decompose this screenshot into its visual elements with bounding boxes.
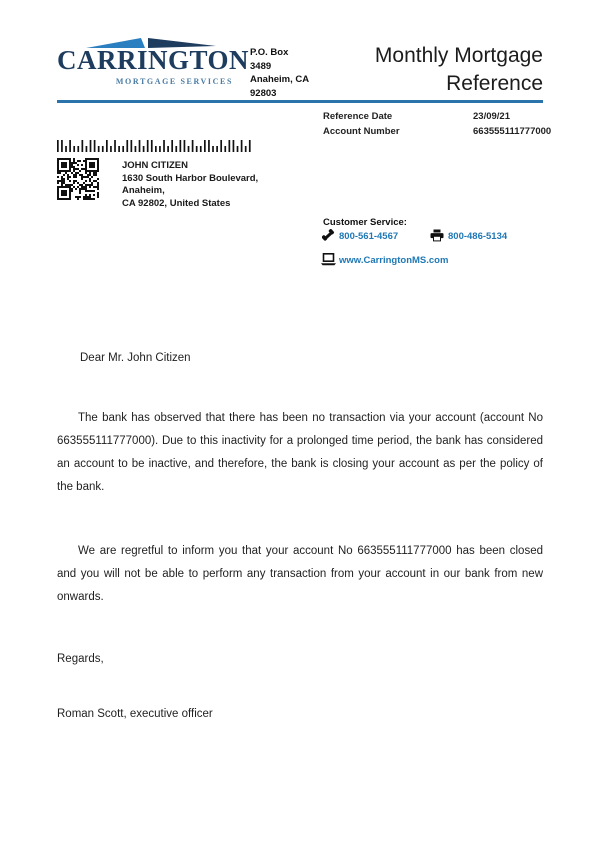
phone-icon [322,229,335,242]
letter-paragraph: We are regretful to inform you that your account No 663555111777000 has been closed and you will not be able to perform any transaction from your account in our bank from new onwards. [57,545,543,603]
sender-po-box [250,46,309,100]
po-box-line: P.O. Box [250,47,289,58]
signature: Roman Scott, executive officer [57,708,213,720]
logo-tagline: MORTGAGE SERVICES [115,77,233,86]
recipient-state-country: CA 92802, United States [122,197,231,209]
reference-date-value: 23/09/21 [473,111,510,122]
letter-paragraph: The bank has observed that there has been no transaction via your account (account No 663555111777000). Due to this inactivity for a prolonged time period, the bank has considered an account to be inactive, and therefore, the bank is closing your account as per the policy of the bank. [57,412,543,493]
recipient-city: Anaheim, [122,185,165,196]
customer-service-phone[interactable]: 800-561-4567 [339,231,399,242]
salutation: Dear Mr. John Citizen [80,352,191,364]
reference-date-label: Reference Date [323,111,393,122]
fax-icon [430,229,444,242]
header-divider [57,100,543,103]
customer-service-heading: Customer Service: [323,217,407,228]
address-barcode [57,140,253,152]
account-number-value: 663555111777000 [473,126,552,137]
po-box-line: Anaheim, CA [250,74,310,85]
document-title [375,42,543,98]
document-title-line: Reference [446,72,543,95]
account-number-label: Account Number [323,126,400,137]
po-box-line: 92803 [250,87,277,99]
po-box-line: 3489 [250,60,272,72]
recipient-address [122,160,258,210]
qr-code [57,158,99,200]
carrington-logo: CARRINGTON [57,45,250,75]
recipient-street: 1630 South Harbor Boulevard, [122,172,259,184]
website-icon [321,253,336,266]
website-link[interactable]: www.CarringtonMS.com [339,255,449,266]
customer-service-fax[interactable]: 800-486-5134 [448,231,508,242]
document-title-line: Monthly Mortgage [374,44,543,67]
closing: Regards, [57,653,104,665]
recipient-name: JOHN CITIZEN [122,160,188,171]
